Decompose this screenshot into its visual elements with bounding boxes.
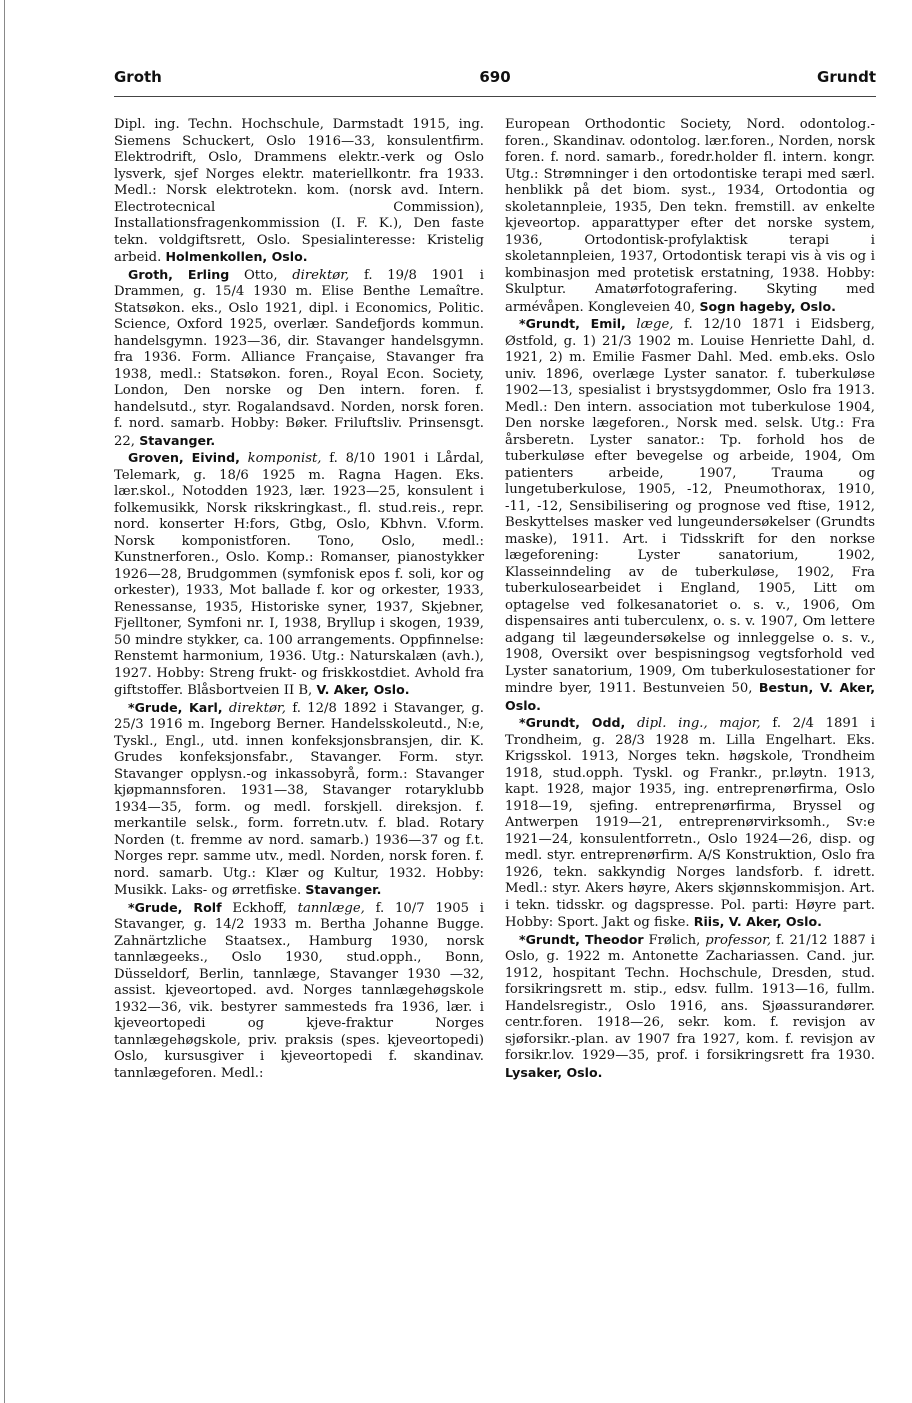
running-header [114, 68, 876, 92]
entry-name: *Grundt, Theodor [519, 931, 644, 947]
entry-name: *Grundt, Odd, [519, 715, 626, 730]
entry-address: Sogn hageby, Oslo. [699, 298, 836, 314]
continued-entry [505, 117, 875, 316]
entry-text: f. 12/10 1871 i Eidsberg, Østfold, g. 1) 21/3 1902 m. Louise Henriette Dahl, d. 1921, 2) m. Emilie Fasmer Dahl. Med. emb.eks. Oslo univ. 1896, overlæge Lyster sanator. f. tuberkuløse 1902—13, spesialist i brystsygdommer, Oslo fra 1913. Medl.: Den intern. association mot tuberkulose 1904, Den norske lægeforen., Norsk med. selsk. Utg.: Fra årsberetn. Lyster sanator.: Tp. forhold hos de tuberkuløse efter bevegelse og arbeide, 1904, Om patienters arbeide, 1907, Trauma og lungetuberkulose, 1905, -12, Pneumothorax, 1910, -11, -12, Sensibilisering og prognose ved ftise, 1912, Beskyttelses masker ved lungeundersøkelser (Grundts maske), 1911. Art. i Tidsskrift for den norkse lægeforening: Lyster sanatorium, 1902, Klasseinndeling av de tuberkuløse, 1902, Fra tuberkulosearbeidet i England, 1905, Litt om optagelse ved folkesanatoriet o. s. v., 1906, Om dispensaires anti tuberculenx, o. s. v. 1907, Om lettere adgang til lægeundersøkelse og innleggelse o. s. v., 1908, Oversikt over bespisningsog vegtsforhold ved Lyster sanatorium, 1909, Om tuberkulosestationer for mindre byer, 1911. Bestunveien 50, [505, 317, 875, 696]
entry-address: Lysaker, Oslo. [505, 1064, 603, 1080]
entry-name: *Grundt, Emil, [519, 316, 626, 331]
biography-entry [505, 932, 875, 1083]
right-column [505, 117, 875, 1082]
entry-text: f. 2/4 1891 i Trondheim, g. 28/3 1928 m. Lilla Engelhart. Eks. Krigsskol. 1913, Norges tekn. høgskole, Trondheim 1918, stud.opph. Tyskl. og Frankr., pr.løytn. 1913, kapt. 1928, major 1935, ing. entreprenørfirma, Oslo 1918—19, sjefing. entreprenørfirma, Bryssel og Antwerpen 1919—21, entreprenørvirksomh., Sv:e 1921—24, konsulentforretn., Oslo 1924—26, disp. og medl. styr. entreprenørfirm. A/S Konstruktion, Oslo fra 1926, tekn. sakkyndig Norges landsforb. f. idrett. Medl.: styr. Akers høyre, Akers skjønnskommisjon. Art. i tekn. tidsskr. og dagspresse. Pol. parti: Høyre part. Hobby: Sport. Jakt og fiske. [505, 716, 876, 930]
entry-occupation: tannlæge, [297, 900, 365, 916]
entry-text: f. 19/8 1901 i Drammen, g. 15/4 1930 m. Elise Benthe Lemaître. Statsøkon. eks., Oslo 1921, dipl. i Economics, Politic. Science, Oxford 1925, overlær. Sandefjords kommun. handelsgymn. 1923—36, dir. Stavanger handelsgymn. fra 1936. Form. Alliance Française, Stavanger fra 1938, medl.: Statsøkon. foren., Royal Econ. Society, London, Den norske og Den intern. foren. f. handelsutd., styr. Rogalandsavd. Norden, norsk foren. f. nord. samarb. Hobby: Bøker. Friluftsliv. Prinsensgt. 22, [114, 267, 484, 449]
biography-entry [505, 316, 875, 715]
entry-text: f. 10/7 1905 i Stavanger, g. 14/2 1933 m. Bertha Johanne Bugge. Zahnärtzliche Staatsex., Hamburg 1930, norsk tannlægeeks., Oslo 1930, stud.opph., Bonn, Düsseldorf, Berlin, tannlæge, Stavanger 1930 —32, assist. kjeveortoped. avd. Norges tannlægehøgskole 1932—36, vik. bestyrer sammesteds fra 1936, lær. i kjeveortopedi og kjeve-fraktur Norges tannlægehøgskole, priv. praksis (spes. kjeveortopedi) Oslo, kursusgiver i kjeveortopedi f. skandinav. tannlægeforen. Medl.: [114, 900, 484, 1081]
entry-name: Groven, Eivind, [128, 450, 240, 465]
biography-entry [114, 267, 484, 451]
biography-entry [505, 715, 875, 932]
page-number: 690 [479, 68, 511, 86]
entry-text: f. 21/12 1887 i Oslo, g. 1922 m. Antonette Zachariassen. Cand. jur. 1912, hospitant Techn. Hochschule, Dresden, stud. forsikringsrett m. stip., edsv. fullm. 1913—16, fullm. Handelsregistr., Oslo 1916, ans. Sjøassurandører. centr.foren. 1918—26, sekr. kom. f. revisjon av sjøforsikr.-plan. av 1907 fra 1927, kom. f. revisjon av forsikr.lov. 1929—35, prof. i forsikringsrett fra 1930. [505, 932, 875, 1063]
biography-entry [114, 700, 484, 900]
entry-address: V. Aker, Oslo. [316, 682, 410, 697]
entry-address: Bestun, V. Aker, Oslo. [505, 680, 875, 713]
header-rule [114, 96, 876, 97]
entry-name: *Grude, Rolf [128, 899, 222, 915]
entry-given-name: Frølich, [648, 932, 701, 948]
entry-text: f. 8/10 1901 i Lårdal, Telemark, g. 18/6 1925 m. Ragna Hagen. Eks. lær.skol., Notodden 1923, lær. 1923—25, konsulent i folkemusikk, Norsk rikskringkast., fl. stud.reis., repr. nord. konserter H:fors, Gtbg, Oslo, Kbhvn. V.form. Norsk komponistforen. Tono, Oslo, medl.: Kunstnerforen., Oslo. Komp.: Romanser, pianostykker 1926—28, Brudgommen (symfonisk epos f. soli, kor og orkester), 1933, Mot ballade f. kor og orkester, 1933, Renessanse, 1935, Historiske syner, 1937, Skjebner, Fjelltoner, Symfoni nr. I, 1938, Bryllup i skogen, 1939, 50 mindre stykker, ca. 100 arrangements. Oppfinnelse: Renstemt harmonium, 1936. Utg.: Naturskalæn (avh.), 1927. Hobby: Streng frukt- og friskkostdiet. Avhold fra giftstoffer. Blåsbortveien II B, [114, 451, 484, 698]
entry-address: Stavanger. [305, 882, 382, 897]
header-left-guide-word: Groth [114, 68, 162, 86]
biography-entry [114, 900, 484, 1083]
biography-entry [114, 450, 484, 700]
entry-occupation: direktør, [228, 700, 286, 716]
entry-text: Dipl. ing. Techn. Hochschule, Darmstadt 1915, ing. Siemens Schuckert, Oslo 1916—33, konsulentfirm. Elektrodrift, Oslo, Drammens elektr.-verk og Oslo lysverk, sjef Norges elektr. materiellkontr. fra 1933. Medl.: Norsk elektrotekn. kom. (norsk avd. Intern. Electrotecnical Commission), Installationsfragenkommission (I. F. K.), Den faste tekn. voldgiftsrett, Oslo. Spesialinteresse: Kristelig arbeid. [114, 117, 484, 265]
header-right-guide-word: Grundt [817, 68, 876, 86]
page-edge-rule [4, 0, 5, 1403]
entry-address: Stavanger. [139, 432, 216, 448]
entry-occupation: læge, [636, 317, 674, 332]
entry-text: f. 12/8 1892 i Stavanger, g. 25/3 1916 m. Ingeborg Berner. Handelsskoleutd., N:e, Tyskl., Engl., utd. innen konfeksjonsbransjen, dir. K. Grudes konfeksjonsfabr., Stavanger. Form. styr. Stavanger opplysn.-og inkassobyrå, form.: Stavanger kjøpmannsforen. 1931—38, Stavanger rotaryklubb 1934—35, form. og medl. forskjell. direksjon. f. merkantile selsk., form. forretn.utv. f. blad. Rotary Norden (t. fremme av nord. samarb.) 1936—37 og f.t. Norges repr. samme utv., medl. Norden, norsk foren. f. nord. samarb. Utg.: Klær og Kultur, 1932. Hobby: Musikk. Laks- og ørretfiske. [114, 700, 484, 898]
entry-occupation: direktør, [292, 267, 350, 283]
entry-name: *Grude, Karl, [128, 699, 223, 715]
entry-occupation: komponist, [247, 451, 322, 466]
entry-occupation: dipl. ing., major, [636, 716, 761, 731]
entry-given-name: Otto, [243, 267, 278, 283]
entry-name: Groth, Erling [128, 266, 230, 282]
continued-entry [114, 117, 484, 267]
entry-occupation: professor, [705, 932, 772, 948]
entry-text: European Orthodontic Society, Nord. odontolog.-foren., Skandinav. odontolog. lær.foren., Norden, norsk foren. f. nord. samarb., foredr.holder fl. intern. kongr. Utg.: Strømninger i den ortodontiske terapi med særl. henblikk på det biom. syst., 1934, Ortodontia og skoletannpleie, 1935, Den tekn. fremstill. av enkelte kjeveortop. apparattyper efter det norske system, 1936, Ortodontisk-profylaktisk terapi i skoletannpleien, 1937, Ortodontisk terapi vis à vis og i kombinasjon med protetisk erstatning, 1938. Hobby: Skulptur. Amatørfotografering. Skyting med armévåpen. Kongleveien 40, [505, 117, 875, 315]
entry-address: Riis, V. Aker, Oslo. [693, 914, 822, 929]
entry-given-name: Eckhoff, [232, 900, 287, 916]
left-column [114, 117, 484, 1082]
entry-address: Holmenkollen, Oslo. [165, 249, 308, 264]
